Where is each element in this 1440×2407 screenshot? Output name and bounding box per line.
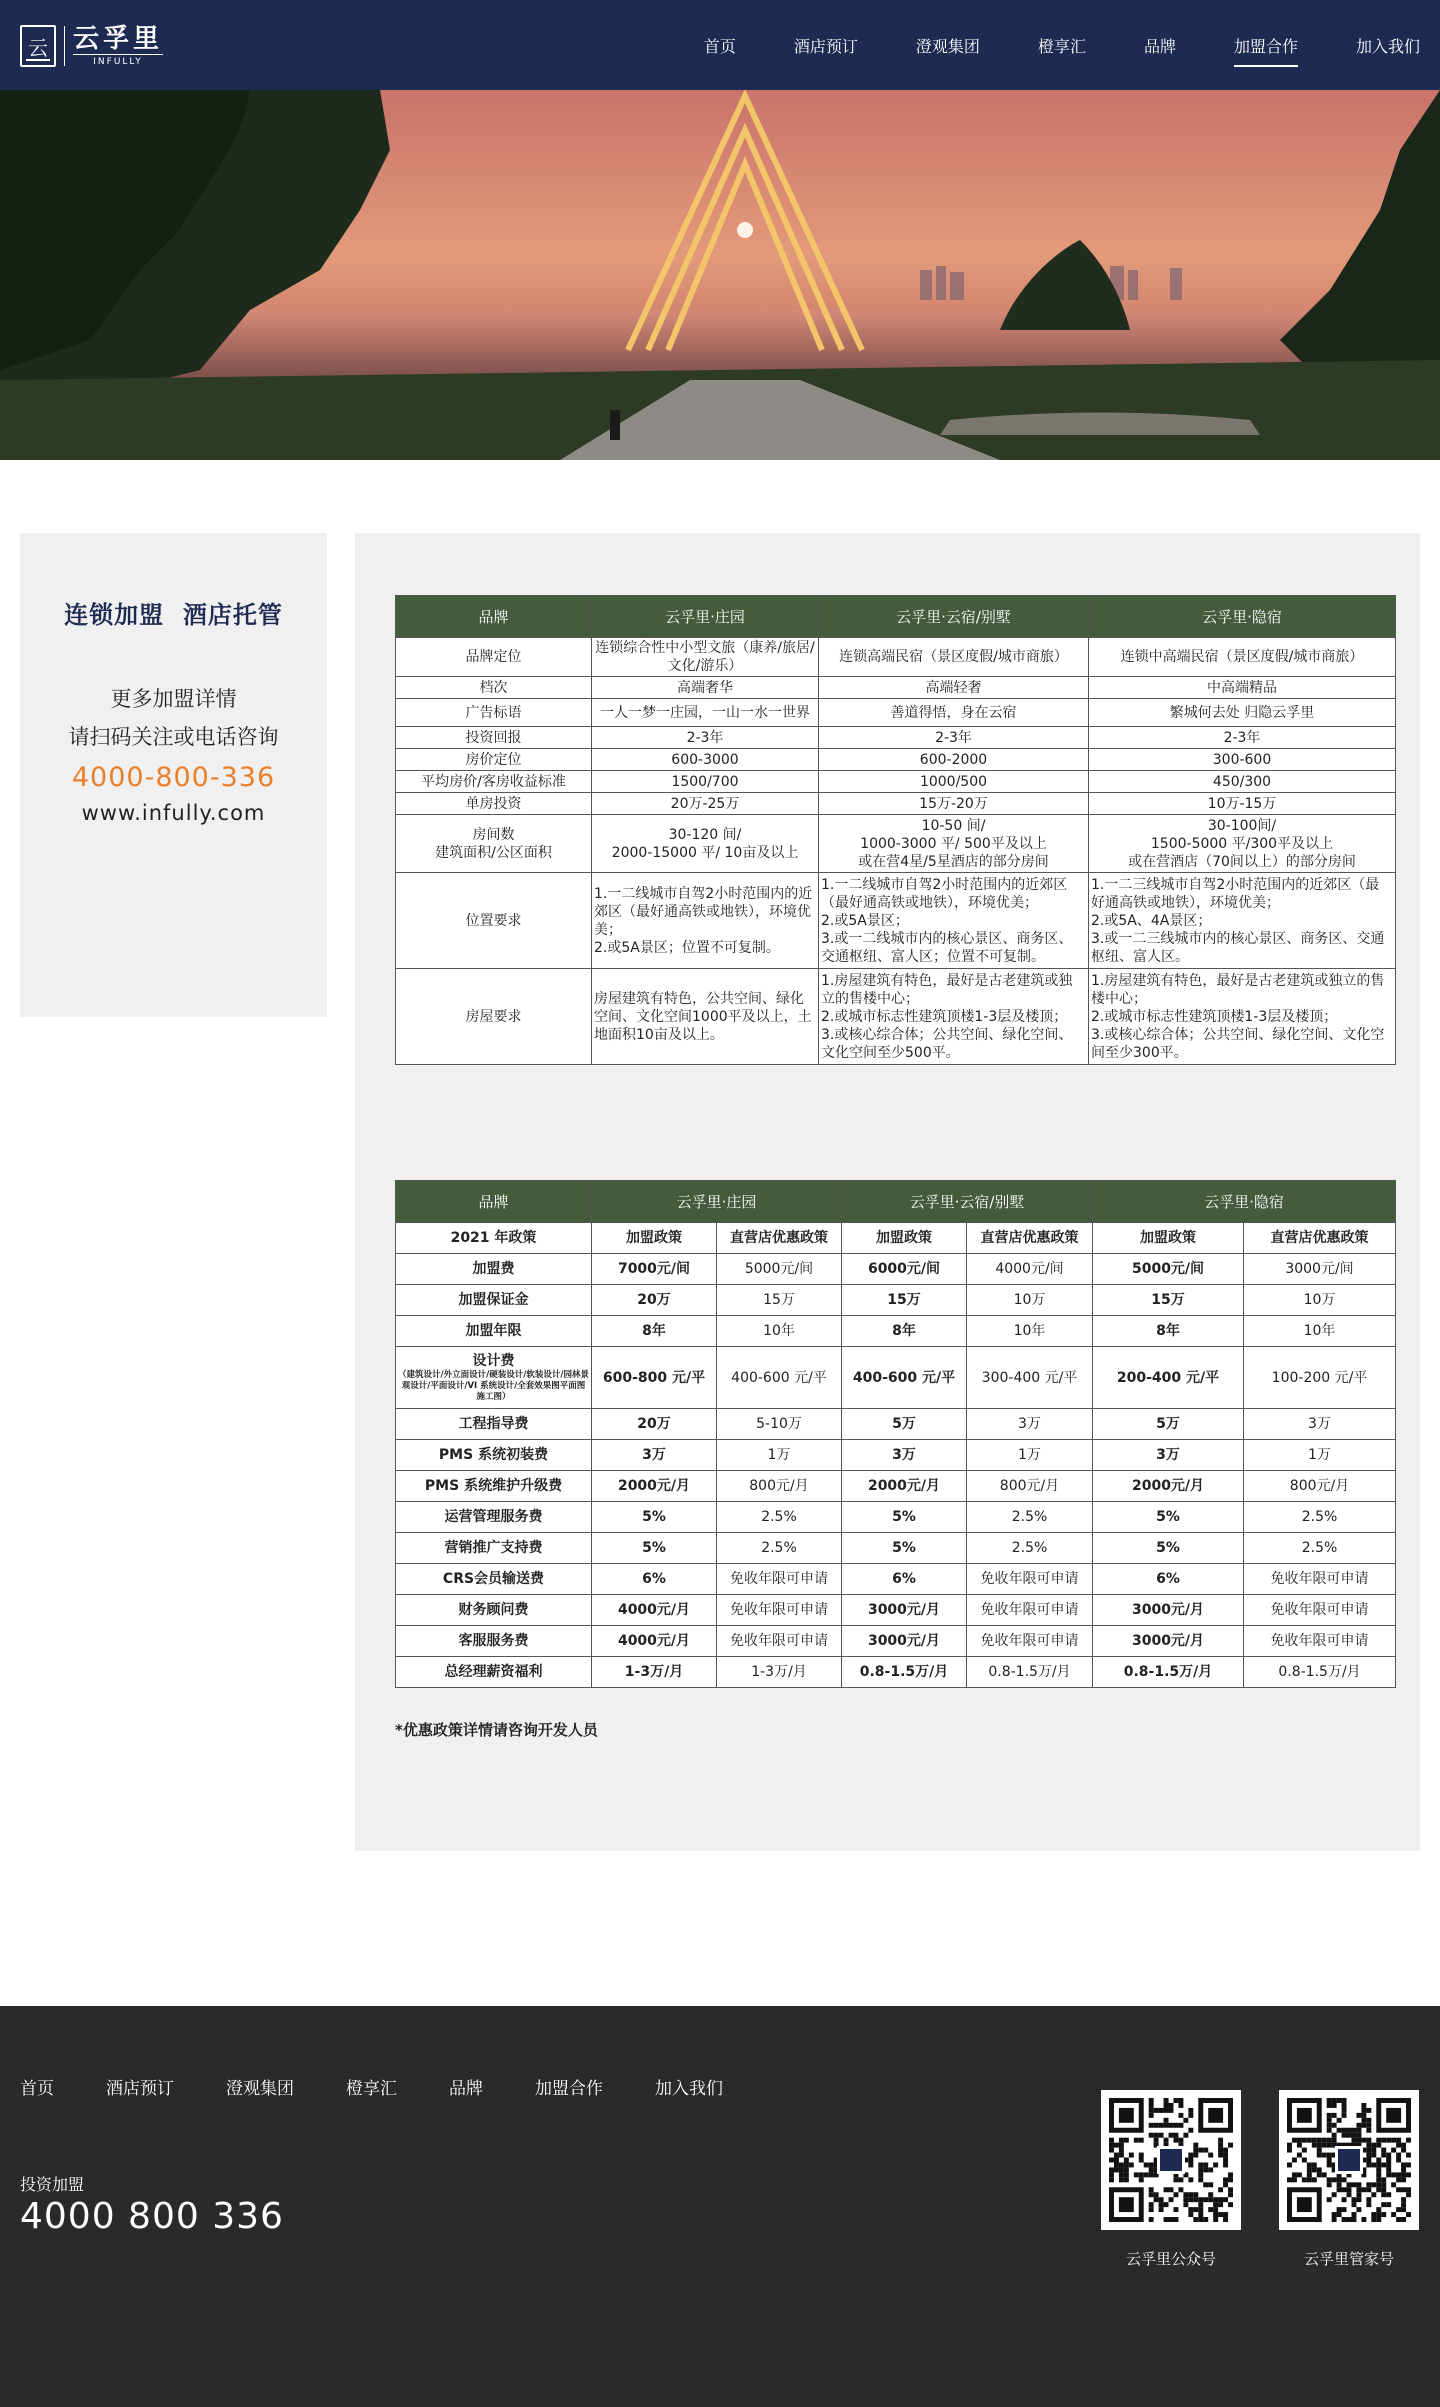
table1-row: [396, 727, 1396, 749]
footer-nav: [20, 2074, 775, 2099]
table2-cell: 2.5%: [717, 1502, 842, 1533]
nav-item-hotel-booking[interactable]: 酒店预订: [793, 36, 858, 56]
table2-cell: 3万: [1093, 1440, 1244, 1471]
table2-cell: 200-400 元/平: [1093, 1347, 1244, 1409]
footer-invest-label: 投资加盟: [20, 2175, 85, 2194]
table2-cell: 15万: [717, 1285, 842, 1316]
table1-row-label: 房价定位: [396, 749, 592, 771]
table2-row: [396, 1440, 1396, 1471]
table2-row: [396, 1595, 1396, 1626]
table2-row-label: 总经理薪资福利: [396, 1657, 592, 1688]
table2-cell: 100-200 元/平: [1244, 1347, 1396, 1409]
table2-row: [396, 1502, 1396, 1533]
design-fee-scope: （建筑设计/外立面设计/硬装设计/软装设计/园林景观设计/平面设计/VI 系统设计/全套效果图平面图施工图）: [398, 1370, 589, 1402]
table1-cell: 1.一二线城市自驾2小时范围内的近郊区（最好通高铁或地铁），环境优美； 2.或5A景区； 3.或一二线城市内的核心景区、商务区、交通枢纽、富人区；位置不可复制。: [819, 873, 1089, 969]
table2-cell: 6%: [1093, 1564, 1244, 1595]
table1-cell: 连锁中高端民宿（景区度假/城市商旅）: [1089, 638, 1396, 677]
table2-row-label: 营销推广支持费: [396, 1533, 592, 1564]
brand-comparison-table: [395, 595, 1396, 1065]
table1-cell: 繁城何去处 归隐云孚里: [1089, 699, 1396, 727]
table2-cell: 10年: [967, 1316, 1093, 1347]
nav-item-membership[interactable]: 橙享汇: [1037, 36, 1086, 56]
table1-cell: 20万-25万: [592, 793, 819, 815]
table2-cell: 5-10万: [717, 1409, 842, 1440]
table1-cell: 30-120 间/ 2000-15000 平/ 10亩及以上: [592, 815, 819, 873]
table2-row-label: 工程指导费: [396, 1409, 592, 1440]
table2-cell: 6000元/间: [842, 1254, 967, 1285]
table2-cell: 4000元/月: [592, 1595, 717, 1626]
table2-row: [396, 1409, 1396, 1440]
franchise-contact-box: [20, 533, 327, 1017]
franchise-content: [355, 533, 1420, 1851]
table2-cell: 8年: [592, 1316, 717, 1347]
table2-cell: 2000元/月: [592, 1471, 717, 1502]
footer-nav-home[interactable]: 首页: [20, 2079, 54, 2099]
footer-nav-hotel-booking[interactable]: 酒店预订: [106, 2079, 174, 2099]
table2-subheader-cell: 加盟政策: [592, 1223, 717, 1254]
table2-cell: 3万: [967, 1409, 1093, 1440]
table2-row: [396, 1533, 1396, 1564]
table2-header-cell: 云孚里·庄园: [592, 1181, 842, 1223]
table1-row-label: 广告标语: [396, 699, 592, 727]
table1-cell: 连锁综合性中小型文旅（康养/旅居/文化/游乐）: [592, 638, 819, 677]
logo-text: [73, 24, 163, 68]
table2-cell: 5000元/间: [717, 1254, 842, 1285]
footer-nav-group[interactable]: 澄观集团: [226, 2079, 294, 2099]
table1-row-label: 投资回报: [396, 727, 592, 749]
table1-row-label: 房间数 建筑面积/公区面积: [396, 815, 592, 873]
table2-row-label: 财务顾问费: [396, 1595, 592, 1626]
table2-row-label: 加盟保证金: [396, 1285, 592, 1316]
table2-cell: 2.5%: [967, 1533, 1093, 1564]
table2-row-label: 加盟费: [396, 1254, 592, 1285]
nav-item-group[interactable]: 澄观集团: [915, 36, 980, 56]
qr-code-icon: [1109, 2098, 1233, 2222]
side-url[interactable]: www.infully.com: [81, 801, 266, 825]
table2-cell: 免收年限可申请: [717, 1626, 842, 1657]
table2-row-label: 加盟年限: [396, 1316, 592, 1347]
table2-cell: 2000元/月: [1093, 1471, 1244, 1502]
footer-nav-membership[interactable]: 橙享汇: [346, 2079, 397, 2099]
table2-cell: 3000元/月: [842, 1626, 967, 1657]
table2-header-cell: 云孚里·云宿/别墅: [842, 1181, 1093, 1223]
table1-cell: 300-600: [1089, 749, 1396, 771]
table2-cell: 400-600 元/平: [717, 1347, 842, 1409]
table2-subheader-row: [396, 1223, 1396, 1254]
table1-cell: 一人一梦一庄园，一山一水一世界: [592, 699, 819, 727]
table2-cell: 3万: [592, 1440, 717, 1471]
table1-row-label: 房屋要求: [396, 969, 592, 1065]
table1-row: [396, 638, 1396, 677]
table1-cell: 1.房屋建筑有特色，最好是古老建筑或独立的售楼中心； 2.或城市标志性建筑顶楼1-3层及楼顶； 3.或核心综合体；公共空间、绿化空间、文化空间至少300平。: [1089, 969, 1396, 1065]
table2-cell: 0.8-1.5万/月: [1244, 1657, 1396, 1688]
table1-cell: 1.一二线城市自驾2小时范围内的近郊区（最好通高铁或地铁），环境优美； 2.或5A景区；位置不可复制。: [592, 873, 819, 969]
table2-subheader-cell: 加盟政策: [1093, 1223, 1244, 1254]
table2-cell: 5%: [1093, 1502, 1244, 1533]
table2-cell: 3000元/月: [1093, 1626, 1244, 1657]
franchise-policy-table: [395, 1180, 1396, 1688]
table2-cell: 免收年限可申请: [1244, 1564, 1396, 1595]
main-nav: [646, 0, 1420, 90]
table1-cell: 15万-20万: [819, 793, 1089, 815]
table1-cell: 600-3000: [592, 749, 819, 771]
qr-code-icon: [1287, 2098, 1411, 2222]
table2-cell: 5%: [842, 1502, 967, 1533]
table1-cell: 善道得悟，身在云宿: [819, 699, 1089, 727]
hero-image: [0, 90, 1440, 460]
table1-cell: 中高端精品: [1089, 677, 1396, 699]
side-title: 连锁加盟 酒店托管: [64, 601, 283, 629]
table1-row: [396, 969, 1396, 1065]
table2-cell: 免收年限可申请: [967, 1595, 1093, 1626]
table1-cell: 2-3年: [592, 727, 819, 749]
table2-cell: 免收年限可申请: [1244, 1595, 1396, 1626]
table2-row-label: 客服服务费: [396, 1626, 592, 1657]
nav-item-join-us[interactable]: 加入我们: [1355, 36, 1420, 56]
table1-cell: 2-3年: [1089, 727, 1396, 749]
table2-header-cell: 品牌: [396, 1181, 592, 1223]
table2-cell: 10年: [1244, 1316, 1396, 1347]
table2-cell: 10年: [717, 1316, 842, 1347]
table2-subheader-cell: 直营店优惠政策: [717, 1223, 842, 1254]
table2-cell: 1-3万/月: [717, 1657, 842, 1688]
table1-row-label: 平均房价/客房收益标准: [396, 771, 592, 793]
table1-row: [396, 771, 1396, 793]
table1-row: [396, 699, 1396, 727]
table2-row: [396, 1657, 1396, 1688]
table2-cell: 5%: [842, 1533, 967, 1564]
table2-cell: 300-400 元/平: [967, 1347, 1093, 1409]
qr-butler-account: [1279, 2090, 1419, 2269]
table2-row: [396, 1254, 1396, 1285]
table2-cell: 2.5%: [1244, 1502, 1396, 1533]
table1-cell: 连锁高端民宿（景区度假/城市商旅）: [819, 638, 1089, 677]
table1-row-label: 品牌定位: [396, 638, 592, 677]
table2-cell: 10万: [1244, 1285, 1396, 1316]
table2-subheader-cell: 2021 年政策: [396, 1223, 592, 1254]
table1-cell: 30-100间/ 1500-5000 平/300平及以上 或在营酒店（70间以上）的部分房间: [1089, 815, 1396, 873]
qr-butler-account-label: 云孚里管家号: [1303, 2250, 1394, 2268]
logo-subtitle: INFULLY: [73, 54, 163, 68]
table2-row: [396, 1316, 1396, 1347]
table1-row-label: 单房投资: [396, 793, 592, 815]
table2-cell: 4000元/月: [592, 1626, 717, 1657]
table1-header-cell: 品牌: [396, 596, 592, 638]
table1-cell: 1000/500: [819, 771, 1089, 793]
table2-cell: 15万: [842, 1285, 967, 1316]
table1-cell: 10-50 间/ 1000-3000 平/ 500平及以上 或在营4星/5星酒店的部分房间: [819, 815, 1089, 873]
table2-row: [396, 1564, 1396, 1595]
table2-cell: 20万: [592, 1285, 717, 1316]
table2-header-cell: 云孚里·隐宿: [1093, 1181, 1396, 1223]
table1-cell: 10万-15万: [1089, 793, 1396, 815]
footer-nav-brand[interactable]: 品牌: [449, 2079, 483, 2099]
table2-cell: 10万: [967, 1285, 1093, 1316]
nav-item-brand[interactable]: 品牌: [1143, 36, 1176, 56]
side-subtitle-line1: 更多加盟详情: [110, 687, 237, 711]
table2-cell: 8年: [1093, 1316, 1244, 1347]
site-header: [0, 0, 1440, 90]
table2-cell: 15万: [1093, 1285, 1244, 1316]
table2-cell: 800元/月: [717, 1471, 842, 1502]
logo-divider: [64, 26, 65, 66]
table1-cell: 1.房屋建筑有特色，最好是古老建筑或独立的售楼中心； 2.或城市标志性建筑顶楼1-3层及楼顶； 3.或核心综合体；公共空间、绿化空间、文化空间至少500平。: [819, 969, 1089, 1065]
table1-cell: 600-2000: [819, 749, 1089, 771]
table2-cell: 2.5%: [967, 1502, 1093, 1533]
table2-cell: 3万: [1244, 1409, 1396, 1440]
table2-cell: 免收年限可申请: [717, 1564, 842, 1595]
table2-cell: 20万: [592, 1409, 717, 1440]
logo[interactable]: [20, 24, 163, 68]
table2-cell: 600-800 元/平: [592, 1347, 717, 1409]
nav-item-franchise[interactable]: 加盟合作: [1234, 28, 1298, 63]
table1-cell: 高端奢华: [592, 677, 819, 699]
table2-cell: 3000元/间: [1244, 1254, 1396, 1285]
footer-nav-join-us[interactable]: 加入我们: [655, 2079, 723, 2099]
table2-row: [396, 1471, 1396, 1502]
table2-cell: 3万: [842, 1440, 967, 1471]
logo-mark: 云: [20, 25, 56, 67]
site-footer: [0, 2006, 1440, 2407]
table2-cell: 免收年限可申请: [967, 1564, 1093, 1595]
table2-cell: 0.8-1.5万/月: [967, 1657, 1093, 1688]
table2-cell: 免收年限可申请: [717, 1595, 842, 1626]
nav-item-home[interactable]: 首页: [703, 36, 736, 56]
table2-cell: 2.5%: [717, 1533, 842, 1564]
table1-cell: 高端轻奢: [819, 677, 1089, 699]
table2-cell: 免收年限可申请: [1244, 1626, 1396, 1657]
table2-row: [396, 1626, 1396, 1657]
side-phone[interactable]: 4000-800-336: [71, 762, 276, 793]
qr-official-account-label: 云孚里公众号: [1125, 2250, 1216, 2268]
table1-row-label: 位置要求: [396, 873, 592, 969]
table2-row: [396, 1347, 1396, 1409]
table1-row: [396, 815, 1396, 873]
side-subtitle: [20, 680, 327, 756]
hero-banner: [0, 90, 1440, 460]
footer-nav-franchise[interactable]: 加盟合作: [535, 2079, 603, 2099]
table2-cell: 3000元/月: [1093, 1595, 1244, 1626]
footer-phone[interactable]: 4000 800 336: [20, 2196, 284, 2237]
policy-note: *优惠政策详情请咨询开发人员: [395, 1721, 598, 1739]
table2-cell: 2.5%: [1244, 1533, 1396, 1564]
table2-subheader-cell: 加盟政策: [842, 1223, 967, 1254]
table2-cell: 1万: [717, 1440, 842, 1471]
table1-row: [396, 873, 1396, 969]
table1-cell: 房屋建筑有特色，公共空间、绿化空间、文化空间1000平及以上，土地面积10亩及以上。: [592, 969, 819, 1065]
table1-row: [396, 677, 1396, 699]
table1-cell: 1500/700: [592, 771, 819, 793]
table2-cell: 400-600 元/平: [842, 1347, 967, 1409]
table2-row-label: [396, 1347, 592, 1409]
table2-cell: 2000元/月: [842, 1471, 967, 1502]
table1-cell: 450/300: [1089, 771, 1396, 793]
table1-cell: 2-3年: [819, 727, 1089, 749]
table2-subheader-cell: 直营店优惠政策: [967, 1223, 1093, 1254]
table1-header-cell: 云孚里·庄园: [592, 596, 819, 638]
design-fee-label: 设计费: [472, 1353, 515, 1369]
table2-cell: 5万: [1093, 1409, 1244, 1440]
side-subtitle-line2: 请扫码关注或电话咨询: [68, 725, 279, 749]
table2-cell: 免收年限可申请: [967, 1626, 1093, 1657]
table2-cell: 6%: [842, 1564, 967, 1595]
table2-row-label: CRS会员输送费: [396, 1564, 592, 1595]
table2-row-label: 运营管理服务费: [396, 1502, 592, 1533]
table2-row: [396, 1285, 1396, 1316]
logo-name: 云孚里: [73, 24, 164, 54]
table2-cell: 7000元/间: [592, 1254, 717, 1285]
table2-cell: 8年: [842, 1316, 967, 1347]
table1-cell: 1.一二三线城市自驾2小时范围内的近郊区（最好通高铁或地铁），环境优美； 2.或5A、4A景区； 3.或一二三线城市内的核心景区、商务区、交通枢纽、富人区。: [1089, 873, 1396, 969]
table2-cell: 5%: [592, 1533, 717, 1564]
table2-cell: 6%: [592, 1564, 717, 1595]
table2-cell: 5000元/间: [1093, 1254, 1244, 1285]
table2-row-label: PMS 系统维护升级费: [396, 1471, 592, 1502]
table2-cell: 1万: [967, 1440, 1093, 1471]
table2-cell: 1万: [1244, 1440, 1396, 1471]
table2-cell: 800元/月: [967, 1471, 1093, 1502]
qr-official-account: [1101, 2090, 1241, 2269]
table1-header-cell: 云孚里·云宿/别墅: [819, 596, 1089, 638]
table2-cell: 800元/月: [1244, 1471, 1396, 1502]
table2-cell: 5%: [1093, 1533, 1244, 1564]
table2-cell: 1-3万/月: [592, 1657, 717, 1688]
table2-cell: 0.8-1.5万/月: [842, 1657, 967, 1688]
table2-cell: 4000元/间: [967, 1254, 1093, 1285]
table2-subheader-cell: 直营店优惠政策: [1244, 1223, 1396, 1254]
table2-cell: 5万: [842, 1409, 967, 1440]
table2-cell: 0.8-1.5万/月: [1093, 1657, 1244, 1688]
table2-cell: 5%: [592, 1502, 717, 1533]
table1-header-cell: 云孚里·隐宿: [1089, 596, 1396, 638]
table2-cell: 3000元/月: [842, 1595, 967, 1626]
table1-row-label: 档次: [396, 677, 592, 699]
table1-row: [396, 749, 1396, 771]
table1-row: [396, 793, 1396, 815]
table2-row-label: PMS 系统初装费: [396, 1440, 592, 1471]
